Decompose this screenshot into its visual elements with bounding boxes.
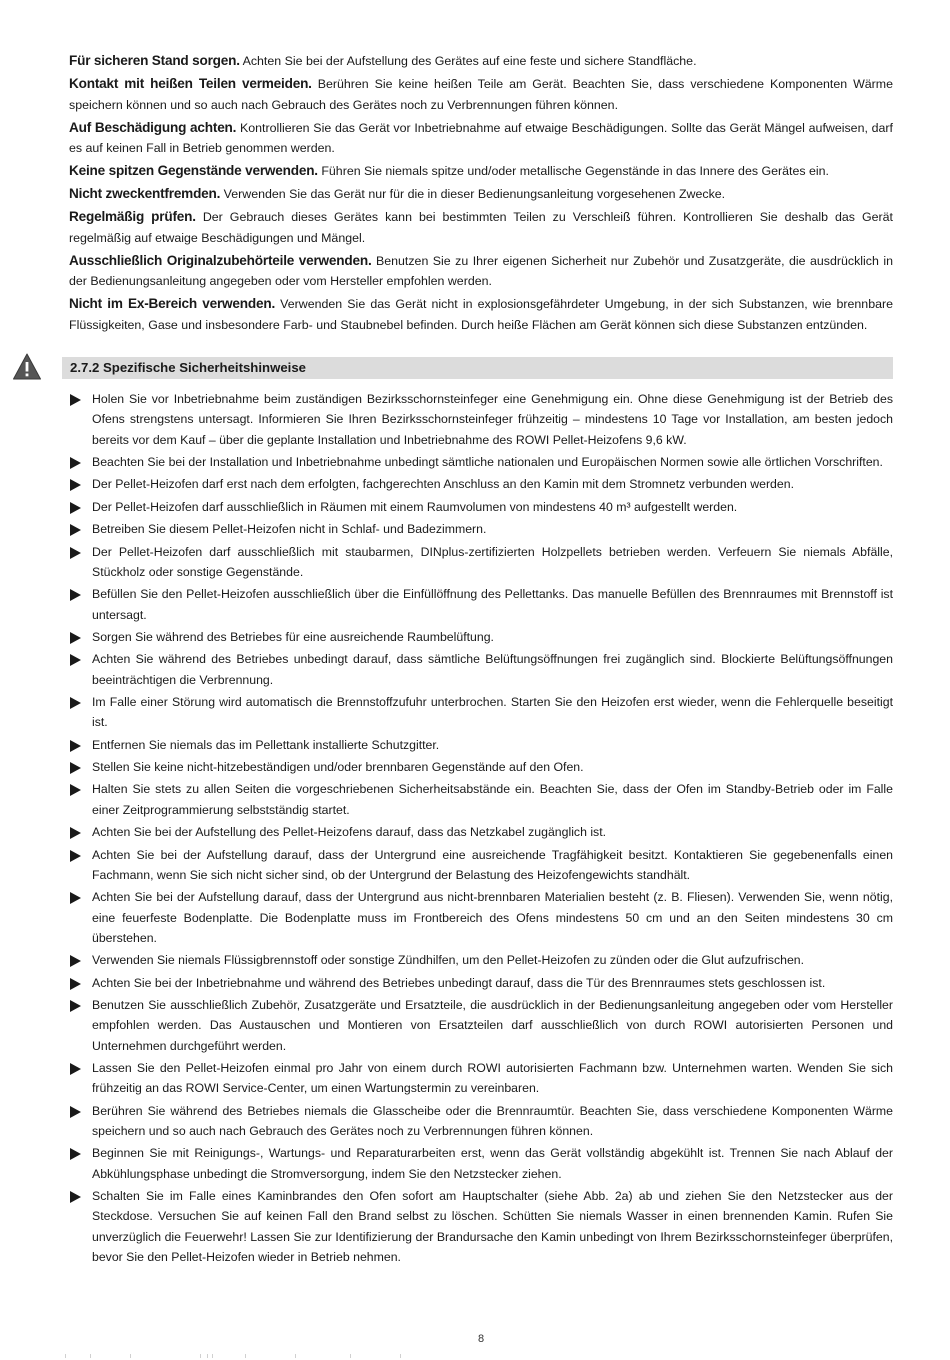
list-item (69, 389, 893, 450)
list-item (69, 757, 893, 777)
list-item (69, 519, 893, 539)
bullet-arrow-icon (70, 502, 81, 514)
safety-paragraph (69, 251, 893, 292)
list-item-text: Der Pellet-Heizofen darf erst nach dem erfolgten, fachgerechten Anschluss an den Kamin mit dem Stromnetz verbunden werden. (92, 477, 794, 492)
list-item (69, 1186, 893, 1267)
paragraph-text: Der Gebrauch dieses Gerätes kann bei bestimmten Teilen zu Verschleiß führen. Kontrollieren Sie deshalb das Gerät regelmäßig auf etwaige Beschädigungen und Mängel. (69, 210, 893, 245)
paragraph-text: Führen Sie niemals spitze und/oder metallische Gegenstände in das Innere des Gerätes ein. (321, 164, 829, 178)
list-item-text: Befüllen Sie den Pellet-Heizofen ausschließlich über die Einfüllöffnung des Pellettanks. Das manuelle Befüllen des Brennraumes mit Brennstoff ist untersagt. (92, 587, 893, 622)
safety-paragraph (69, 294, 893, 335)
list-item-text: Verwenden Sie niemals Flüssigbrennstoff oder sonstige Zündhilfen, um den Pellet-Heizofen zu zünden oder die Glut aufzufrischen. (92, 953, 805, 968)
bullet-arrow-icon (70, 1063, 81, 1075)
bullet-arrow-icon (70, 654, 81, 666)
section-header (62, 357, 893, 379)
list-item-text: Schalten Sie im Falle eines Kaminbrandes den Ofen sofort am Hauptschalter (siehe Abb. 2a) ab und ziehen Sie den Netzstecker aus der Steckdose. Versuchen Sie auf keinen Fall den Brand selbst zu löschen. Schütten Sie niemals Wasser in einen brennenden Kamin. Rufen Sie unverzüglich die Feuerwehr! Lassen Sie zur Identifizierung der Brandursache den Kamin unbedingt von Ihrem Bezirksschornsteinfeger überprüfen, bevor Sie den Pellet-Heizofen wieder in Betrieb nehmen. (92, 1189, 893, 1264)
list-item-text: Der Pellet-Heizofen darf ausschließlich mit staubarmen, DINplus-zertifizierten Holzpellets betrieben werden. Verfeuern Sie niemals Abfälle, Stückholz oder sonstige Gegenstände. (92, 544, 893, 579)
paragraph-lead: Auf Beschädigung achten. (69, 119, 237, 135)
list-item-text: Stellen Sie keine nicht-hitzebeständigen und/oder brennbaren Gegenstände auf den Ofen. (92, 760, 584, 775)
paragraph-text: Verwenden Sie das Gerät nur für die in dieser Bedienungsanleitung vorgesehenen Zwecke. (223, 187, 726, 201)
safety-paragraph (69, 51, 893, 72)
list-item-text: Halten Sie stets zu allen Seiten die vorgeschriebenen Sicherheitsabstände ein. Beachten Sie, dass der Ofen im Standby-Betrieb oder im Falle einer Zeitprogrammierung selbstständig startet. (92, 782, 893, 817)
paragraph-lead: Keine spitzen Gegenstände verwenden. (69, 163, 318, 178)
list-item (69, 973, 893, 993)
list-item (69, 542, 893, 583)
bullet-arrow-icon (70, 479, 81, 491)
list-item-text: Benutzen Sie ausschließlich Zubehör, Zusatzgeräte und Ersatzteile, die ausdrücklich in der Bedienungsanleitung angegeben oder vom Hersteller empfohlen werden. Das Austauschen und Montieren von Ersatzteilen darf ausschließlich von durch ROWI autorisierten Personen und Unternehmen durchgeführt werden. (92, 998, 893, 1053)
safety-paragraph (69, 161, 893, 182)
bottom-edge-marks (60, 1354, 440, 1358)
paragraph-lead: Ausschließlich Originalzubehörteile verwenden. (69, 252, 372, 268)
list-item (69, 950, 893, 970)
bullet-arrow-icon (70, 850, 81, 862)
list-item-text: Betreiben Sie diesem Pellet-Heizofen nicht in Schlaf- und Badezimmern. (92, 522, 487, 537)
list-item-text: Achten Sie bei der Aufstellung darauf, dass der Untergrund eine ausreichende Tragfähigkeit besitzt. Kontaktieren Sie gegebenenfalls einen Fachmann, wenn Sie sich nicht sicher sind, ob der Untergrund der Belastung des Heizofengewichts standhält. (92, 847, 893, 882)
list-item (69, 887, 893, 948)
bullet-arrow-icon (70, 1191, 81, 1203)
bullet-arrow-icon (70, 784, 81, 796)
safety-paragraph (69, 118, 893, 159)
list-item (69, 1101, 893, 1142)
bullet-arrow-icon (70, 547, 81, 559)
paragraph-lead: Nicht im Ex-Bereich verwenden. (69, 296, 276, 311)
bullet-arrow-icon (70, 697, 81, 709)
list-item (69, 474, 893, 494)
list-item (69, 692, 893, 733)
list-item-text: Der Pellet-Heizofen darf ausschließlich in Räumen mit einem Raumvolumen von mindestens 40 m³ aufgestellt werden. (92, 499, 738, 514)
specific-safety-list (69, 389, 893, 1269)
list-item (69, 649, 893, 690)
bullet-arrow-icon (70, 827, 81, 839)
list-item (69, 627, 893, 647)
list-item-text: Berühren Sie während des Betriebes niemals die Glasscheibe oder die Brennraumtür. Beachten Sie, dass verschiedene Komponenten Wärme speichern und so auch nach Gebrauch des Gerätes noch zu Verbrennungen führen können. (92, 1103, 893, 1138)
general-safety-paragraphs (69, 51, 893, 338)
bullet-arrow-icon (70, 955, 81, 967)
list-item-text: Achten Sie bei der Inbetriebnahme und während des Betriebes unbedingt darauf, dass die Tür des Brennraumes stets geschlossen ist. (92, 975, 826, 990)
paragraph-text: Achten Sie bei der Aufstellung des Gerätes auf eine feste und sichere Standfläche. (242, 54, 697, 68)
list-item (69, 995, 893, 1056)
bullet-arrow-icon (70, 740, 81, 752)
list-item (69, 1058, 893, 1099)
list-item (69, 822, 893, 842)
list-item-text: Lassen Sie den Pellet-Heizofen einmal pro Jahr von einem durch ROWI autorisierten Fachmann bzw. Unternehmen warten. Wenden Sie sich frühzeitig an das ROWI Service-Center, um einen Wartungstermin zu vereinbaren. (92, 1060, 893, 1096)
safety-paragraph (69, 184, 893, 205)
list-item (69, 779, 893, 820)
bullet-arrow-icon (70, 978, 81, 990)
list-item (69, 735, 893, 755)
list-item (69, 584, 893, 625)
paragraph-lead: Kontakt mit heißen Teilen vermeiden. (69, 76, 312, 91)
paragraph-text: Benutzen Sie zu Ihrer eigenen Sicherheit nur Zubehör und Zusatzgeräte, die ausdrücklich in der Bedienungsanleitung angegeben oder vom Hersteller empfohlen werden. (69, 253, 893, 288)
list-item-text: Achten Sie bei der Aufstellung darauf, dass der Untergrund aus nicht-brennbaren Materialien besteht (z. B. Fliesen). Verwenden Sie, wenn nötig, eine feuerfeste Bodenplatte. Die Bodenplatte muss im Frontbereich des Ofens mindestens 50 cm und an den Seiten mindestens 30 cm überstehen. (92, 890, 893, 945)
list-item-text: Beachten Sie bei der Installation und Inbetriebnahme unbedingt sämtliche nationalen und Europäischen Normen sowie alle örtlichen Vorschriften. (92, 454, 883, 469)
paragraph-text: Berühren Sie keine heißen Teile am Gerät. Beachten Sie, dass verschiedene Komponenten Wärme speichern können und so auch nach Gebrauch des Gerätes noch zu Verbrennungen führen können. (69, 77, 893, 112)
section-title: 2.7.2 Spezifische Sicherheitshinweise (70, 360, 307, 375)
bullet-arrow-icon (70, 762, 81, 774)
bullet-arrow-icon (70, 632, 81, 644)
bullet-arrow-icon (70, 892, 81, 904)
list-item-text: Holen Sie vor Inbetriebnahme beim zuständigen Bezirksschornsteinfeger eine Genehmigung ein. Ohne diese Genehmigung ist der Betrieb des Ofens strengstens untersagt. Informieren Sie Ihren Bezirksschornsteinfeger frühzeitig – mindestens 10 Tage vor Installation, am besten jedoch bereits vor dem Kauf – über die geplante Installation und Inbetriebnahme des ROWI Pellet-Heizofens 9,6 kW. (92, 392, 893, 447)
safety-paragraph (69, 207, 893, 248)
safety-paragraph (69, 74, 893, 115)
paragraph-text: Kontrollieren Sie das Gerät vor Inbetriebnahme auf etwaige Beschädigungen. Sollte das Gerät Mängel aufweisen, darf es auf keinen Fall in Betrieb genommen werden. (69, 120, 893, 155)
list-item-text: Achten Sie bei der Aufstellung des Pellet-Heizofens darauf, dass das Netzkabel zugänglich ist. (92, 825, 607, 840)
list-item (69, 1143, 893, 1184)
list-item-text: Sorgen Sie während des Betriebes für eine ausreichende Raumbelüftung. (92, 629, 494, 644)
list-item-text: Entfernen Sie niemals das im Pellettank installierte Schutzgitter. (92, 737, 440, 752)
paragraph-text: Verwenden Sie das Gerät nicht in explosionsgefährdeter Umgebung, in der sich Substanzen, wie brennbare Flüssigkeiten, Gase und insbesondere Farb- und Staubnebel befinden. Durch heiße Flächen am Gerät können sich diese Substanzen entzünden. (69, 297, 893, 332)
paragraph-lead: Für sicheren Stand sorgen. (69, 53, 240, 68)
list-item-text: Im Falle einer Störung wird automatisch die Brennstoffzufuhr unterbrochen. Starten Sie den Heizofen erst wieder, wenn die Fehlerquelle beseitigt ist. (92, 695, 893, 730)
paragraph-lead: Nicht zweckentfremden. (69, 186, 221, 201)
bullet-arrow-icon (70, 1000, 81, 1012)
list-item-text: Beginnen Sie mit Reinigungs-, Wartungs- und Reparaturarbeiten erst, wenn das Gerät vollständig abgekühlt ist. Trennen Sie nach Ablauf der Abkühlungsphase unbedingt die Stromversorgung, indem Sie den Netzstecker ziehen. (92, 1146, 893, 1181)
list-item (69, 497, 893, 517)
warning-triangle-icon (12, 352, 42, 382)
bullet-arrow-icon (70, 524, 81, 536)
paragraph-lead: Regelmäßig prüfen. (69, 209, 196, 224)
bullet-arrow-icon (70, 1106, 81, 1118)
page-number: 8 (477, 1333, 485, 1345)
list-item (69, 845, 893, 886)
list-item (69, 452, 893, 472)
bullet-arrow-icon (70, 589, 81, 601)
bullet-arrow-icon (70, 1148, 81, 1160)
bullet-arrow-icon (70, 457, 81, 469)
bullet-arrow-icon (70, 394, 81, 406)
list-item-text: Achten Sie während des Betriebes unbedingt darauf, dass sämtliche Belüftungsöffnungen frei zugänglich sind. Blockierte Belüftungsöffnungen beeinträchtigen die Verbrennung. (92, 652, 893, 687)
